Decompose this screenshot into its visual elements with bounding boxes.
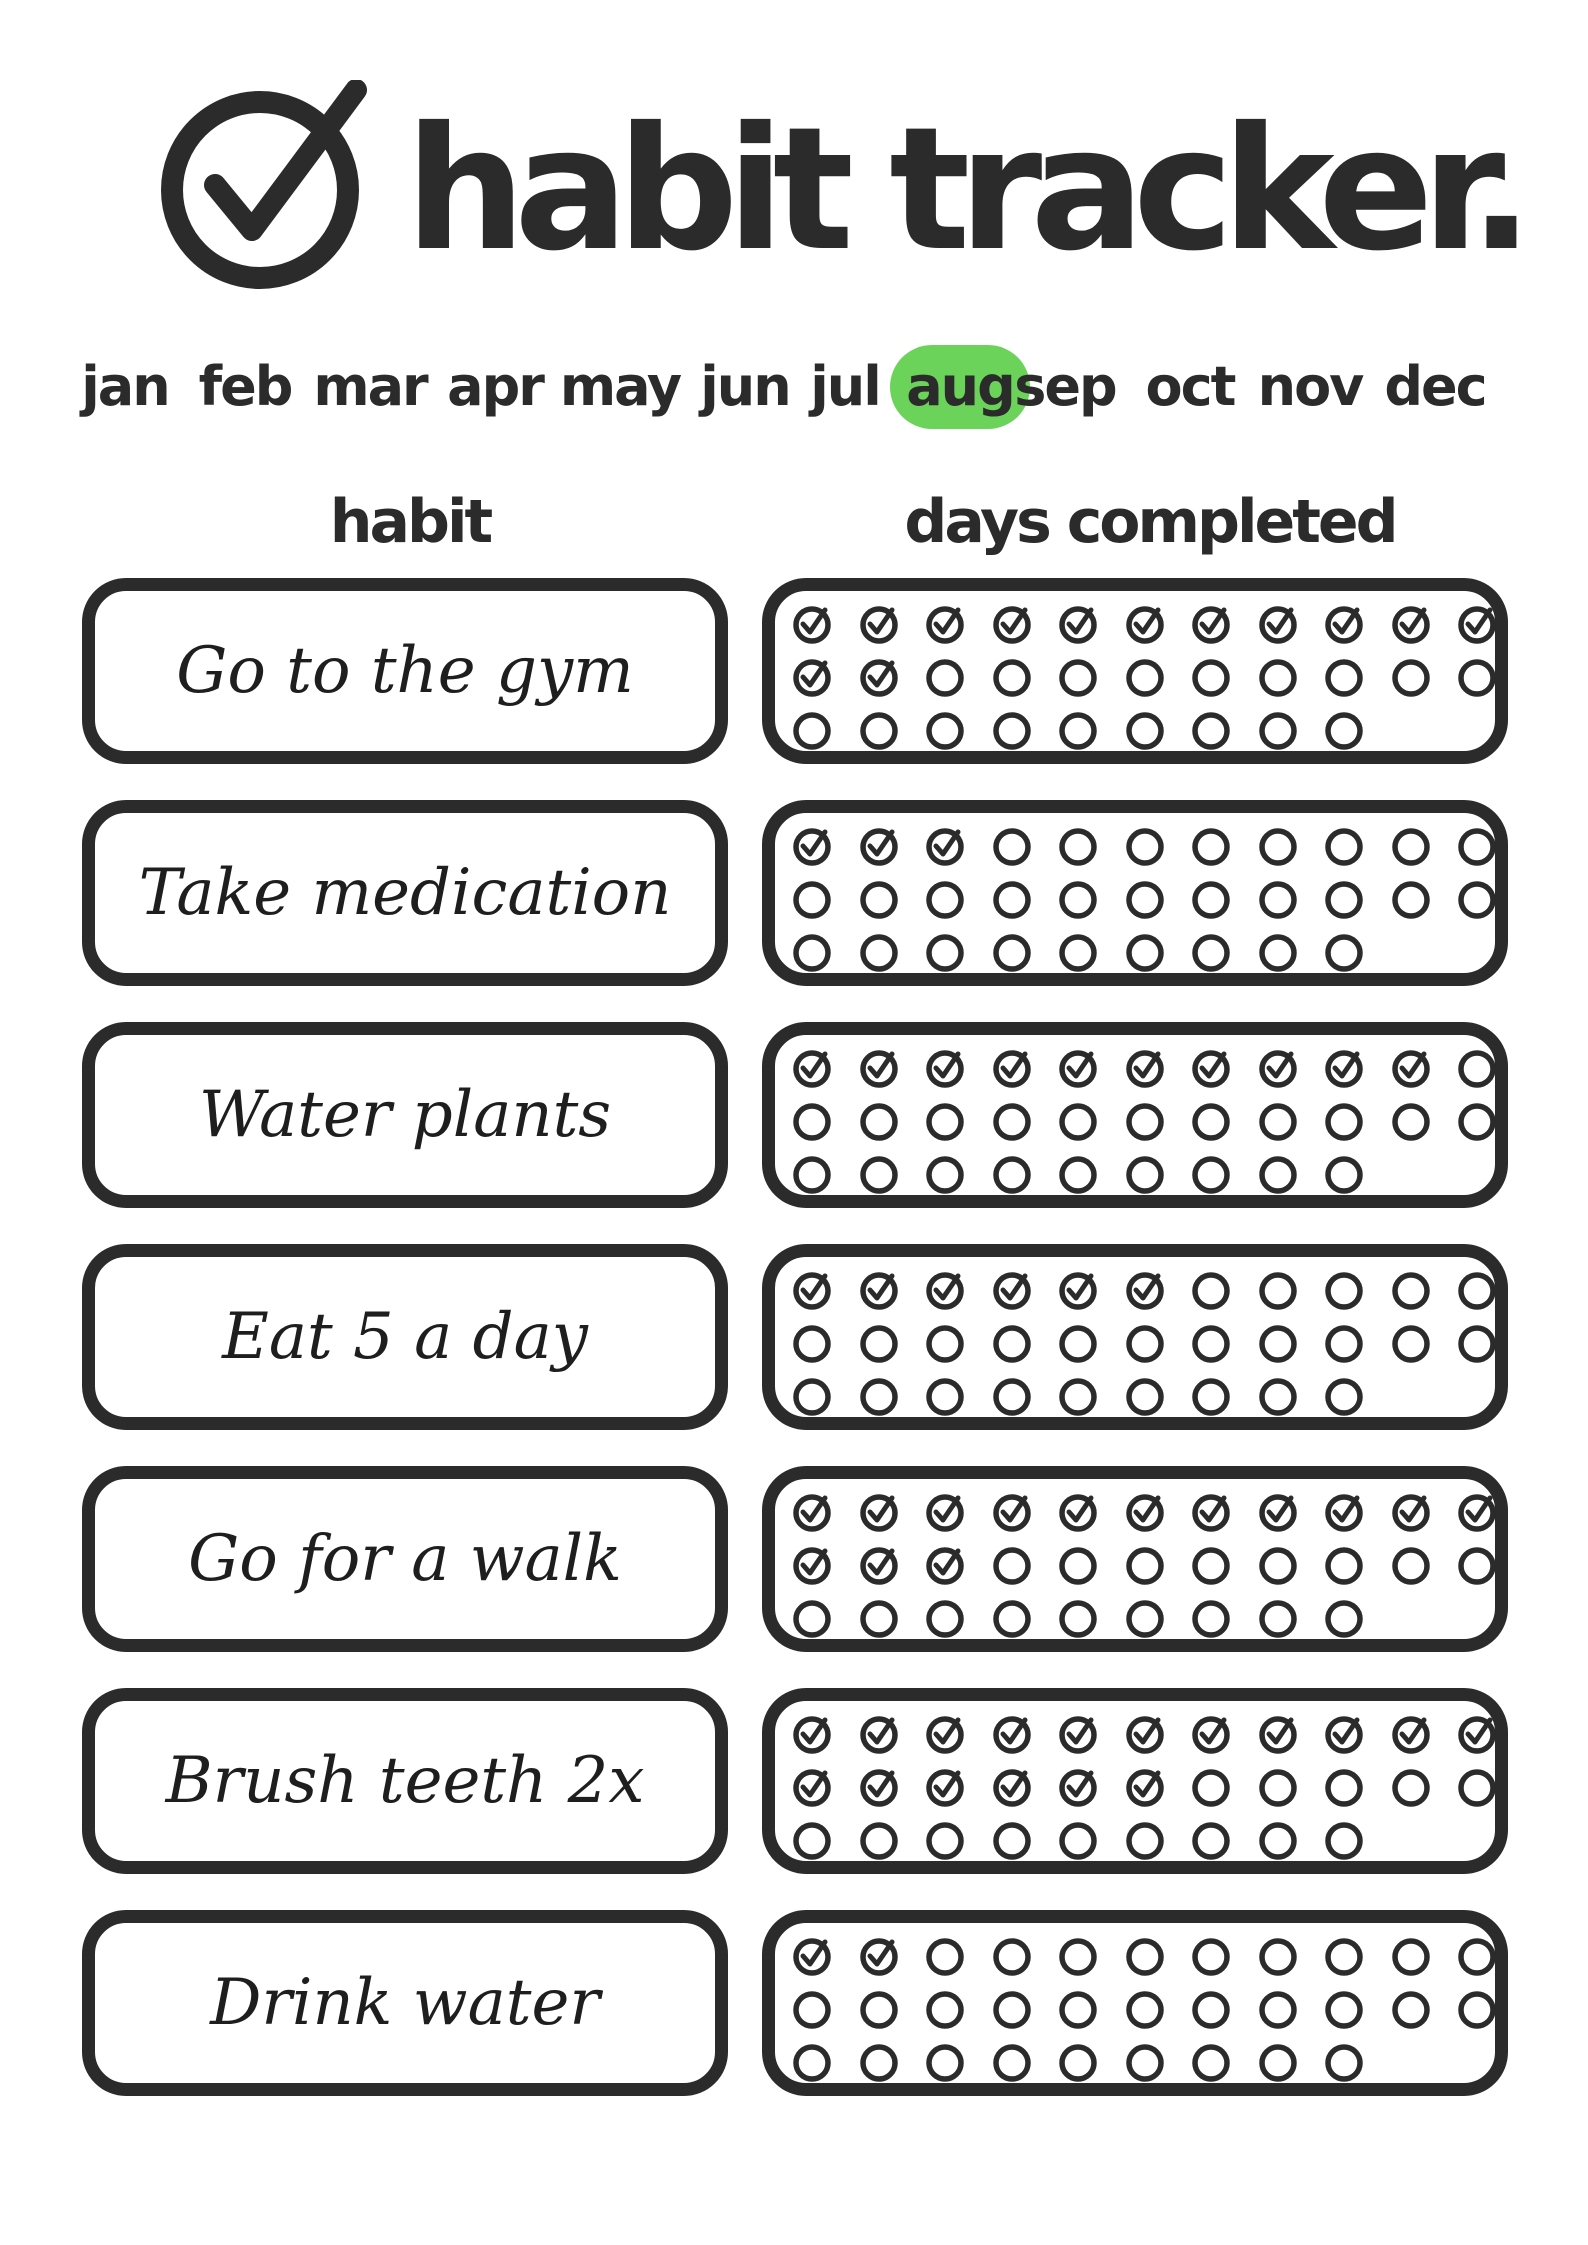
month-tab-apr[interactable]: apr bbox=[447, 355, 543, 418]
day-empty-circle[interactable] bbox=[1191, 711, 1231, 751]
day-empty-circle[interactable] bbox=[1125, 658, 1165, 698]
day-empty-circle[interactable] bbox=[1457, 1324, 1497, 1364]
day-empty-circle[interactable] bbox=[925, 711, 965, 751]
day-empty-circle[interactable] bbox=[1391, 1102, 1431, 1142]
day-empty-circle[interactable] bbox=[1324, 1155, 1364, 1195]
day-checked-circle[interactable] bbox=[792, 1768, 832, 1808]
day-empty-circle[interactable] bbox=[1258, 1271, 1298, 1311]
day-empty-circle[interactable] bbox=[1324, 1937, 1364, 1977]
month-tab-jun[interactable]: jun bbox=[700, 355, 790, 418]
day-empty-circle[interactable] bbox=[925, 1937, 965, 1977]
day-empty-circle[interactable] bbox=[1391, 1324, 1431, 1364]
day-empty-circle[interactable] bbox=[1457, 1102, 1497, 1142]
day-empty-circle[interactable] bbox=[1058, 933, 1098, 973]
day-empty-circle[interactable] bbox=[1258, 658, 1298, 698]
day-empty-circle[interactable] bbox=[1391, 1546, 1431, 1586]
day-checked-circle[interactable] bbox=[1324, 1493, 1364, 1533]
day-checked-circle[interactable] bbox=[792, 1715, 832, 1755]
day-checked-circle[interactable] bbox=[792, 1493, 832, 1533]
day-empty-circle[interactable] bbox=[1457, 827, 1497, 867]
day-checked-circle[interactable] bbox=[1324, 1049, 1364, 1089]
day-empty-circle[interactable] bbox=[1191, 827, 1231, 867]
day-empty-circle[interactable] bbox=[1125, 1990, 1165, 2030]
day-empty-circle[interactable] bbox=[792, 880, 832, 920]
day-empty-circle[interactable] bbox=[1058, 2043, 1098, 2083]
day-empty-circle[interactable] bbox=[1324, 933, 1364, 973]
day-checked-circle[interactable] bbox=[1457, 1715, 1497, 1755]
day-empty-circle[interactable] bbox=[1058, 658, 1098, 698]
day-empty-circle[interactable] bbox=[925, 1102, 965, 1142]
day-empty-circle[interactable] bbox=[1058, 1377, 1098, 1417]
day-checked-circle[interactable] bbox=[1125, 1715, 1165, 1755]
day-empty-circle[interactable] bbox=[1191, 1324, 1231, 1364]
day-empty-circle[interactable] bbox=[1324, 1599, 1364, 1639]
month-tab-jan[interactable]: jan bbox=[81, 355, 169, 418]
day-empty-circle[interactable] bbox=[1391, 658, 1431, 698]
day-checked-circle[interactable] bbox=[992, 1715, 1032, 1755]
day-empty-circle[interactable] bbox=[1125, 827, 1165, 867]
day-empty-circle[interactable] bbox=[1125, 1821, 1165, 1861]
day-empty-circle[interactable] bbox=[1058, 880, 1098, 920]
day-checked-circle[interactable] bbox=[859, 1546, 899, 1586]
day-empty-circle[interactable] bbox=[992, 933, 1032, 973]
day-empty-circle[interactable] bbox=[992, 1102, 1032, 1142]
day-empty-circle[interactable] bbox=[992, 1990, 1032, 2030]
day-empty-circle[interactable] bbox=[1258, 1768, 1298, 1808]
day-empty-circle[interactable] bbox=[1258, 1937, 1298, 1977]
day-checked-circle[interactable] bbox=[1258, 1049, 1298, 1089]
day-checked-circle[interactable] bbox=[859, 1937, 899, 1977]
day-checked-circle[interactable] bbox=[792, 605, 832, 645]
habit-name: Go for a walk bbox=[188, 1522, 622, 1596]
day-empty-circle[interactable] bbox=[1191, 1155, 1231, 1195]
day-checked-circle[interactable] bbox=[859, 658, 899, 698]
day-empty-circle[interactable] bbox=[1324, 1546, 1364, 1586]
day-empty-circle[interactable] bbox=[1258, 827, 1298, 867]
day-empty-circle[interactable] bbox=[1058, 1155, 1098, 1195]
day-checked-circle[interactable] bbox=[1191, 1715, 1231, 1755]
day-empty-circle[interactable] bbox=[1191, 1271, 1231, 1311]
habit-box[interactable] bbox=[82, 1910, 728, 2096]
month-tab-feb[interactable]: feb bbox=[198, 355, 292, 418]
day-checked-circle[interactable] bbox=[792, 1546, 832, 1586]
page-title: habit tracker. bbox=[405, 91, 1522, 289]
day-checked-circle[interactable] bbox=[992, 1049, 1032, 1089]
day-checked-circle[interactable] bbox=[792, 1937, 832, 1977]
day-checked-circle[interactable] bbox=[925, 1715, 965, 1755]
day-empty-circle[interactable] bbox=[792, 711, 832, 751]
day-checked-circle[interactable] bbox=[925, 1493, 965, 1533]
day-checked-circle[interactable] bbox=[1058, 1271, 1098, 1311]
day-empty-circle[interactable] bbox=[925, 1821, 965, 1861]
day-empty-circle[interactable] bbox=[1391, 1990, 1431, 2030]
day-empty-circle[interactable] bbox=[1191, 1546, 1231, 1586]
day-empty-circle[interactable] bbox=[992, 1155, 1032, 1195]
day-empty-circle[interactable] bbox=[1457, 1768, 1497, 1808]
day-empty-circle[interactable] bbox=[1324, 827, 1364, 867]
day-empty-circle[interactable] bbox=[1258, 1821, 1298, 1861]
day-checked-circle[interactable] bbox=[925, 1049, 965, 1089]
habit-name: Drink water bbox=[210, 1966, 600, 2040]
day-empty-circle[interactable] bbox=[992, 1377, 1032, 1417]
day-checked-circle[interactable] bbox=[792, 1049, 832, 1089]
day-empty-circle[interactable] bbox=[992, 1546, 1032, 1586]
day-empty-circle[interactable] bbox=[925, 1377, 965, 1417]
day-checked-circle[interactable] bbox=[992, 1271, 1032, 1311]
day-empty-circle[interactable] bbox=[1324, 880, 1364, 920]
day-checked-circle[interactable] bbox=[1125, 1493, 1165, 1533]
day-empty-circle[interactable] bbox=[1457, 880, 1497, 920]
day-empty-circle[interactable] bbox=[1324, 1821, 1364, 1861]
day-empty-circle[interactable] bbox=[1324, 2043, 1364, 2083]
day-checked-circle[interactable] bbox=[1324, 1715, 1364, 1755]
day-checked-circle[interactable] bbox=[859, 605, 899, 645]
day-checked-circle[interactable] bbox=[1058, 1768, 1098, 1808]
day-empty-circle[interactable] bbox=[1258, 1377, 1298, 1417]
day-checked-circle[interactable] bbox=[925, 1271, 965, 1311]
habit-box[interactable] bbox=[82, 1022, 728, 1208]
day-empty-circle[interactable] bbox=[1324, 658, 1364, 698]
day-empty-circle[interactable] bbox=[1391, 1768, 1431, 1808]
day-empty-circle[interactable] bbox=[1391, 880, 1431, 920]
day-empty-circle[interactable] bbox=[1457, 1546, 1497, 1586]
day-empty-circle[interactable] bbox=[992, 1324, 1032, 1364]
day-empty-circle[interactable] bbox=[1058, 1546, 1098, 1586]
day-empty-circle[interactable] bbox=[1191, 1990, 1231, 2030]
day-empty-circle[interactable] bbox=[1258, 880, 1298, 920]
day-empty-circle[interactable] bbox=[1125, 1937, 1165, 1977]
day-empty-circle[interactable] bbox=[1125, 1546, 1165, 1586]
day-empty-circle[interactable] bbox=[1191, 1599, 1231, 1639]
day-checked-circle[interactable] bbox=[859, 1715, 899, 1755]
day-checked-circle[interactable] bbox=[1258, 605, 1298, 645]
day-checked-circle[interactable] bbox=[1191, 1493, 1231, 1533]
day-checked-circle[interactable] bbox=[925, 1768, 965, 1808]
day-checked-circle[interactable] bbox=[1391, 1049, 1431, 1089]
day-empty-circle[interactable] bbox=[1191, 1821, 1231, 1861]
day-checked-circle[interactable] bbox=[925, 605, 965, 645]
day-empty-circle[interactable] bbox=[1391, 1937, 1431, 1977]
month-tab-mar[interactable]: mar bbox=[313, 355, 427, 418]
day-empty-circle[interactable] bbox=[1324, 1990, 1364, 2030]
day-checked-circle[interactable] bbox=[1058, 1049, 1098, 1089]
day-empty-circle[interactable] bbox=[1258, 1599, 1298, 1639]
day-empty-circle[interactable] bbox=[925, 1155, 965, 1195]
habit-box[interactable] bbox=[82, 1688, 728, 1874]
day-empty-circle[interactable] bbox=[792, 933, 832, 973]
day-empty-circle[interactable] bbox=[1125, 880, 1165, 920]
day-checked-circle[interactable] bbox=[1457, 1493, 1497, 1533]
day-empty-circle[interactable] bbox=[1258, 1155, 1298, 1195]
day-checked-circle[interactable] bbox=[859, 1271, 899, 1311]
day-checked-circle[interactable] bbox=[859, 1768, 899, 1808]
day-empty-circle[interactable] bbox=[1125, 1377, 1165, 1417]
day-checked-circle[interactable] bbox=[1391, 1715, 1431, 1755]
day-empty-circle[interactable] bbox=[792, 1821, 832, 1861]
day-empty-circle[interactable] bbox=[792, 1102, 832, 1142]
day-checked-circle[interactable] bbox=[1191, 1049, 1231, 1089]
days-completed-column-header: days completed bbox=[904, 487, 1396, 557]
day-empty-circle[interactable] bbox=[1457, 1990, 1497, 2030]
days-completed-box bbox=[762, 1910, 1508, 2096]
day-checked-circle[interactable] bbox=[792, 827, 832, 867]
day-empty-circle[interactable] bbox=[859, 1377, 899, 1417]
day-empty-circle[interactable] bbox=[792, 1324, 832, 1364]
day-empty-circle[interactable] bbox=[1191, 933, 1231, 973]
circle-check-icon bbox=[160, 80, 375, 295]
day-empty-circle[interactable] bbox=[992, 880, 1032, 920]
day-empty-circle[interactable] bbox=[1324, 1102, 1364, 1142]
day-empty-circle[interactable] bbox=[1191, 1102, 1231, 1142]
day-empty-circle[interactable] bbox=[1258, 1102, 1298, 1142]
day-checked-circle[interactable] bbox=[1125, 605, 1165, 645]
day-empty-circle[interactable] bbox=[992, 711, 1032, 751]
days-completed-box bbox=[762, 800, 1508, 986]
day-empty-circle[interactable] bbox=[1191, 1768, 1231, 1808]
day-checked-circle[interactable] bbox=[1191, 605, 1231, 645]
day-empty-circle[interactable] bbox=[1324, 1768, 1364, 1808]
day-checked-circle[interactable] bbox=[1258, 1715, 1298, 1755]
day-empty-circle[interactable] bbox=[992, 1937, 1032, 1977]
day-empty-circle[interactable] bbox=[1258, 1546, 1298, 1586]
day-checked-circle[interactable] bbox=[859, 827, 899, 867]
day-empty-circle[interactable] bbox=[925, 658, 965, 698]
day-empty-circle[interactable] bbox=[1258, 2043, 1298, 2083]
day-empty-circle[interactable] bbox=[925, 933, 965, 973]
habit-box[interactable] bbox=[82, 578, 728, 764]
day-empty-circle[interactable] bbox=[1058, 1937, 1098, 1977]
habit-name: Eat 5 a day bbox=[222, 1300, 588, 1374]
day-empty-circle[interactable] bbox=[859, 1155, 899, 1195]
month-selector bbox=[75, 345, 1535, 435]
day-empty-circle[interactable] bbox=[859, 1102, 899, 1142]
day-empty-circle[interactable] bbox=[992, 1599, 1032, 1639]
day-checked-circle[interactable] bbox=[1058, 1493, 1098, 1533]
day-empty-circle[interactable] bbox=[925, 2043, 965, 2083]
day-checked-circle[interactable] bbox=[792, 658, 832, 698]
day-empty-circle[interactable] bbox=[792, 2043, 832, 2083]
day-empty-circle[interactable] bbox=[792, 1599, 832, 1639]
habit-name: Take medication bbox=[138, 856, 672, 930]
month-tab-aug[interactable]: aug bbox=[890, 345, 1030, 429]
day-empty-circle[interactable] bbox=[1058, 711, 1098, 751]
habit-name: Brush teeth 2x bbox=[165, 1744, 645, 1818]
day-empty-circle[interactable] bbox=[1191, 1937, 1231, 1977]
day-checked-circle[interactable] bbox=[1125, 1768, 1165, 1808]
days-completed-box bbox=[762, 1022, 1508, 1208]
day-empty-circle[interactable] bbox=[792, 1377, 832, 1417]
day-checked-circle[interactable] bbox=[992, 605, 1032, 645]
habit-box[interactable] bbox=[82, 1244, 728, 1430]
day-empty-circle[interactable] bbox=[1125, 1155, 1165, 1195]
day-empty-circle[interactable] bbox=[1324, 1324, 1364, 1364]
day-empty-circle[interactable] bbox=[1457, 658, 1497, 698]
day-empty-circle[interactable] bbox=[1125, 1102, 1165, 1142]
day-checked-circle[interactable] bbox=[792, 1271, 832, 1311]
month-tab-dec[interactable]: dec bbox=[1384, 355, 1486, 418]
month-tab-jul[interactable]: jul bbox=[810, 355, 880, 418]
day-empty-circle[interactable] bbox=[1258, 1324, 1298, 1364]
day-empty-circle[interactable] bbox=[1324, 1377, 1364, 1417]
day-empty-circle[interactable] bbox=[1258, 1990, 1298, 2030]
month-tab-oct[interactable]: oct bbox=[1145, 355, 1235, 418]
day-checked-circle[interactable] bbox=[859, 1049, 899, 1089]
day-empty-circle[interactable] bbox=[992, 827, 1032, 867]
day-checked-circle[interactable] bbox=[925, 827, 965, 867]
day-checked-circle[interactable] bbox=[1058, 605, 1098, 645]
day-empty-circle[interactable] bbox=[1125, 1599, 1165, 1639]
days-completed-box bbox=[762, 1244, 1508, 1430]
day-empty-circle[interactable] bbox=[859, 1324, 899, 1364]
day-empty-circle[interactable] bbox=[925, 1990, 965, 2030]
day-checked-circle[interactable] bbox=[1457, 605, 1497, 645]
day-checked-circle[interactable] bbox=[992, 1768, 1032, 1808]
day-empty-circle[interactable] bbox=[1191, 658, 1231, 698]
days-completed-box bbox=[762, 578, 1508, 764]
habit-column-header: habit bbox=[329, 487, 491, 557]
day-empty-circle[interactable] bbox=[859, 1821, 899, 1861]
day-empty-circle[interactable] bbox=[1191, 880, 1231, 920]
days-completed-box bbox=[762, 1466, 1508, 1652]
day-empty-circle[interactable] bbox=[1324, 711, 1364, 751]
month-tab-nov[interactable]: nov bbox=[1257, 355, 1363, 418]
day-empty-circle[interactable] bbox=[925, 880, 965, 920]
day-empty-circle[interactable] bbox=[1125, 2043, 1165, 2083]
habit-name: Go to the gym bbox=[176, 634, 634, 708]
day-checked-circle[interactable] bbox=[1391, 605, 1431, 645]
day-empty-circle[interactable] bbox=[792, 1155, 832, 1195]
habit-box[interactable] bbox=[82, 800, 728, 986]
day-empty-circle[interactable] bbox=[1457, 1271, 1497, 1311]
day-empty-circle[interactable] bbox=[792, 1990, 832, 2030]
day-checked-circle[interactable] bbox=[992, 1493, 1032, 1533]
day-empty-circle[interactable] bbox=[859, 2043, 899, 2083]
day-empty-circle[interactable] bbox=[1391, 1271, 1431, 1311]
days-completed-box bbox=[762, 1688, 1508, 1874]
day-empty-circle[interactable] bbox=[1058, 1102, 1098, 1142]
day-empty-circle[interactable] bbox=[1125, 933, 1165, 973]
day-empty-circle[interactable] bbox=[859, 1599, 899, 1639]
day-empty-circle[interactable] bbox=[859, 933, 899, 973]
habit-box[interactable] bbox=[82, 1466, 728, 1652]
day-empty-circle[interactable] bbox=[1058, 1324, 1098, 1364]
day-checked-circle[interactable] bbox=[1125, 1271, 1165, 1311]
day-empty-circle[interactable] bbox=[1125, 1324, 1165, 1364]
day-checked-circle[interactable] bbox=[1125, 1049, 1165, 1089]
day-empty-circle[interactable] bbox=[992, 658, 1032, 698]
day-empty-circle[interactable] bbox=[1258, 711, 1298, 751]
day-empty-circle[interactable] bbox=[992, 2043, 1032, 2083]
day-checked-circle[interactable] bbox=[859, 1493, 899, 1533]
day-checked-circle[interactable] bbox=[1324, 605, 1364, 645]
day-checked-circle[interactable] bbox=[1058, 1715, 1098, 1755]
header bbox=[0, 80, 1588, 290]
day-empty-circle[interactable] bbox=[859, 711, 899, 751]
day-empty-circle[interactable] bbox=[1457, 1937, 1497, 1977]
day-empty-circle[interactable] bbox=[1058, 1821, 1098, 1861]
day-empty-circle[interactable] bbox=[925, 1599, 965, 1639]
habit-name: Water plants bbox=[198, 1078, 612, 1152]
day-empty-circle[interactable] bbox=[1324, 1271, 1364, 1311]
day-empty-circle[interactable] bbox=[1058, 1990, 1098, 2030]
day-checked-circle[interactable] bbox=[1258, 1493, 1298, 1533]
day-empty-circle[interactable] bbox=[1391, 827, 1431, 867]
day-checked-circle[interactable] bbox=[1391, 1493, 1431, 1533]
day-empty-circle[interactable] bbox=[992, 1821, 1032, 1861]
day-empty-circle[interactable] bbox=[1191, 2043, 1231, 2083]
day-empty-circle[interactable] bbox=[1258, 933, 1298, 973]
day-empty-circle[interactable] bbox=[859, 880, 899, 920]
day-empty-circle[interactable] bbox=[859, 1990, 899, 2030]
day-checked-circle[interactable] bbox=[925, 1546, 965, 1586]
month-tab-sep[interactable]: sep bbox=[1014, 355, 1116, 418]
day-empty-circle[interactable] bbox=[1125, 711, 1165, 751]
day-empty-circle[interactable] bbox=[1058, 827, 1098, 867]
month-tab-may[interactable]: may bbox=[559, 355, 681, 418]
day-empty-circle[interactable] bbox=[1191, 1377, 1231, 1417]
day-empty-circle[interactable] bbox=[1457, 1049, 1497, 1089]
day-empty-circle[interactable] bbox=[925, 1324, 965, 1364]
day-empty-circle[interactable] bbox=[1058, 1599, 1098, 1639]
